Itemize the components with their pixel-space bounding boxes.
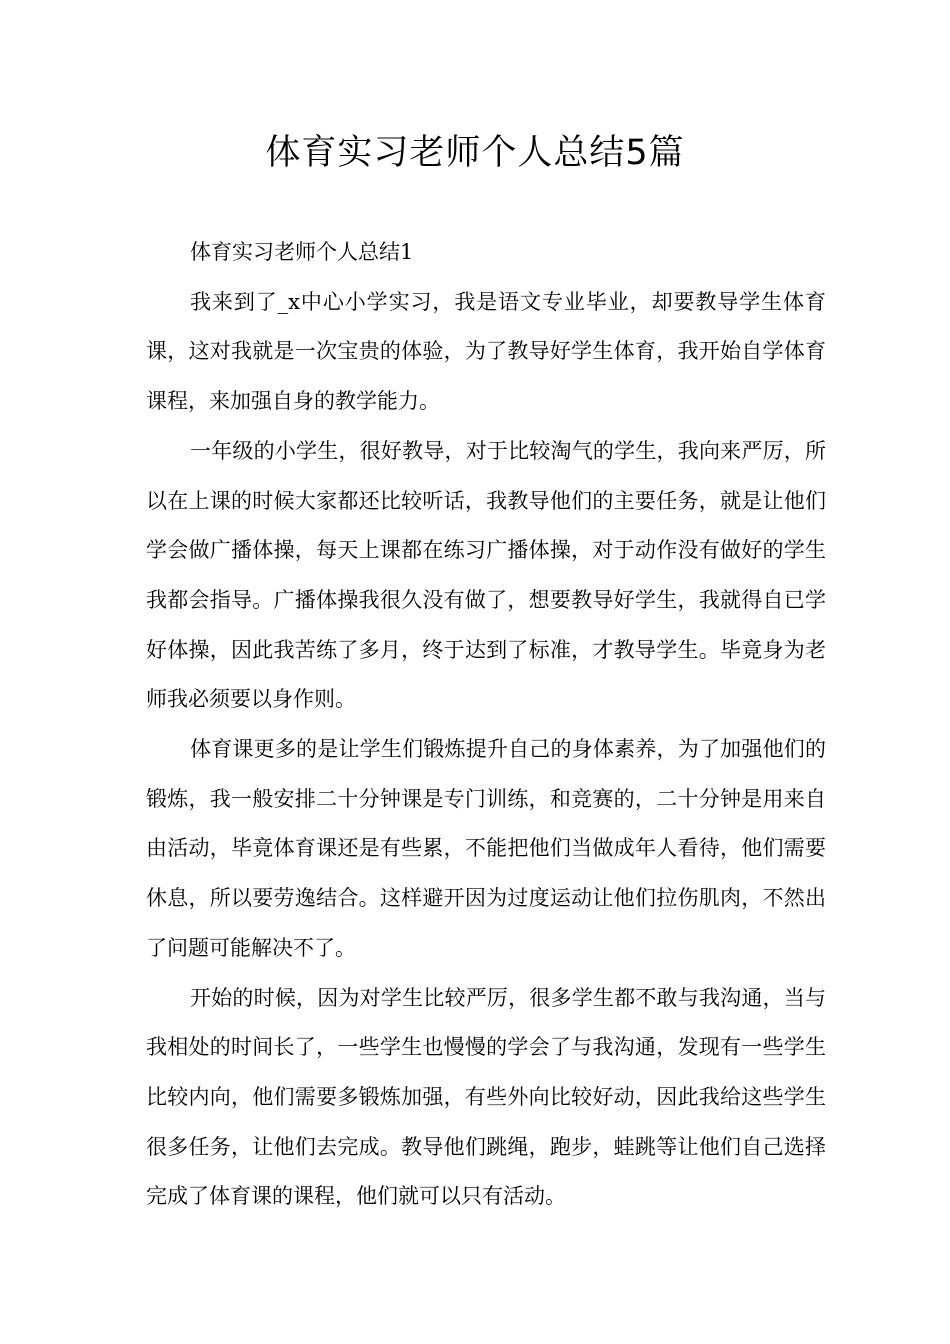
paragraph-2: 一年级的小学生，很好教导，对于比较淘气的学生，我向来严厉，所以在上课的时候大家都还比较听话，我教导他们的主要任务，就是让他们学会做广播体操，每天上课都在练习广播体操，对于动作没有做好的学生我都会指导。广播体操我很久没有做了，想要教导好学生，我就得自已学好体操，因此我苦练了多月，终于达到了标准，才教导学生。毕竟身为老师我必须要以身作则。 [146,438,826,712]
paragraph-1: 我来到了_x中心小学实习，我是语文专业毕业，却要教导学生体育课，这对我就是一次宝贵的体验，为了教导好学生体育，我开始自学体育课程，来加强自身的教学能力。 [146,289,826,414]
document-title: 体育实习老师个人总结5篇 [265,133,685,173]
paragraph-3: 体育课更多的是让学生们锻炼提升自己的身体素养，为了加强他们的锻炼，我一般安排二十分钟课是专门训练，和竞赛的，二十分钟是用来自由活动，毕竟体育课还是有些累，不能把他们当做成年人看待，他们需要休息，所以要劳逸结合。这样避开因为过度运动让他们拉伤肌肉，不然出了问题可能解决不了。 [146,737,826,960]
paragraph-4: 开始的时候，因为对学生比较严厉，很多学生都不敢与我沟通，当与我相处的时间长了，一些学生也慢慢的学会了与我沟通，发现有一些学生比较内向，他们需要多锻炼加强，有些外向比较好动，因此我给这些学生很多任务，让他们去完成。教导他们跳绳，跑步，蛙跳等让他们自己选择完成了体育课的课程，他们就可以只有活动。 [146,985,826,1209]
document-body [146,228,826,1222]
section-heading: 体育实习老师个人总结1 [190,240,414,264]
